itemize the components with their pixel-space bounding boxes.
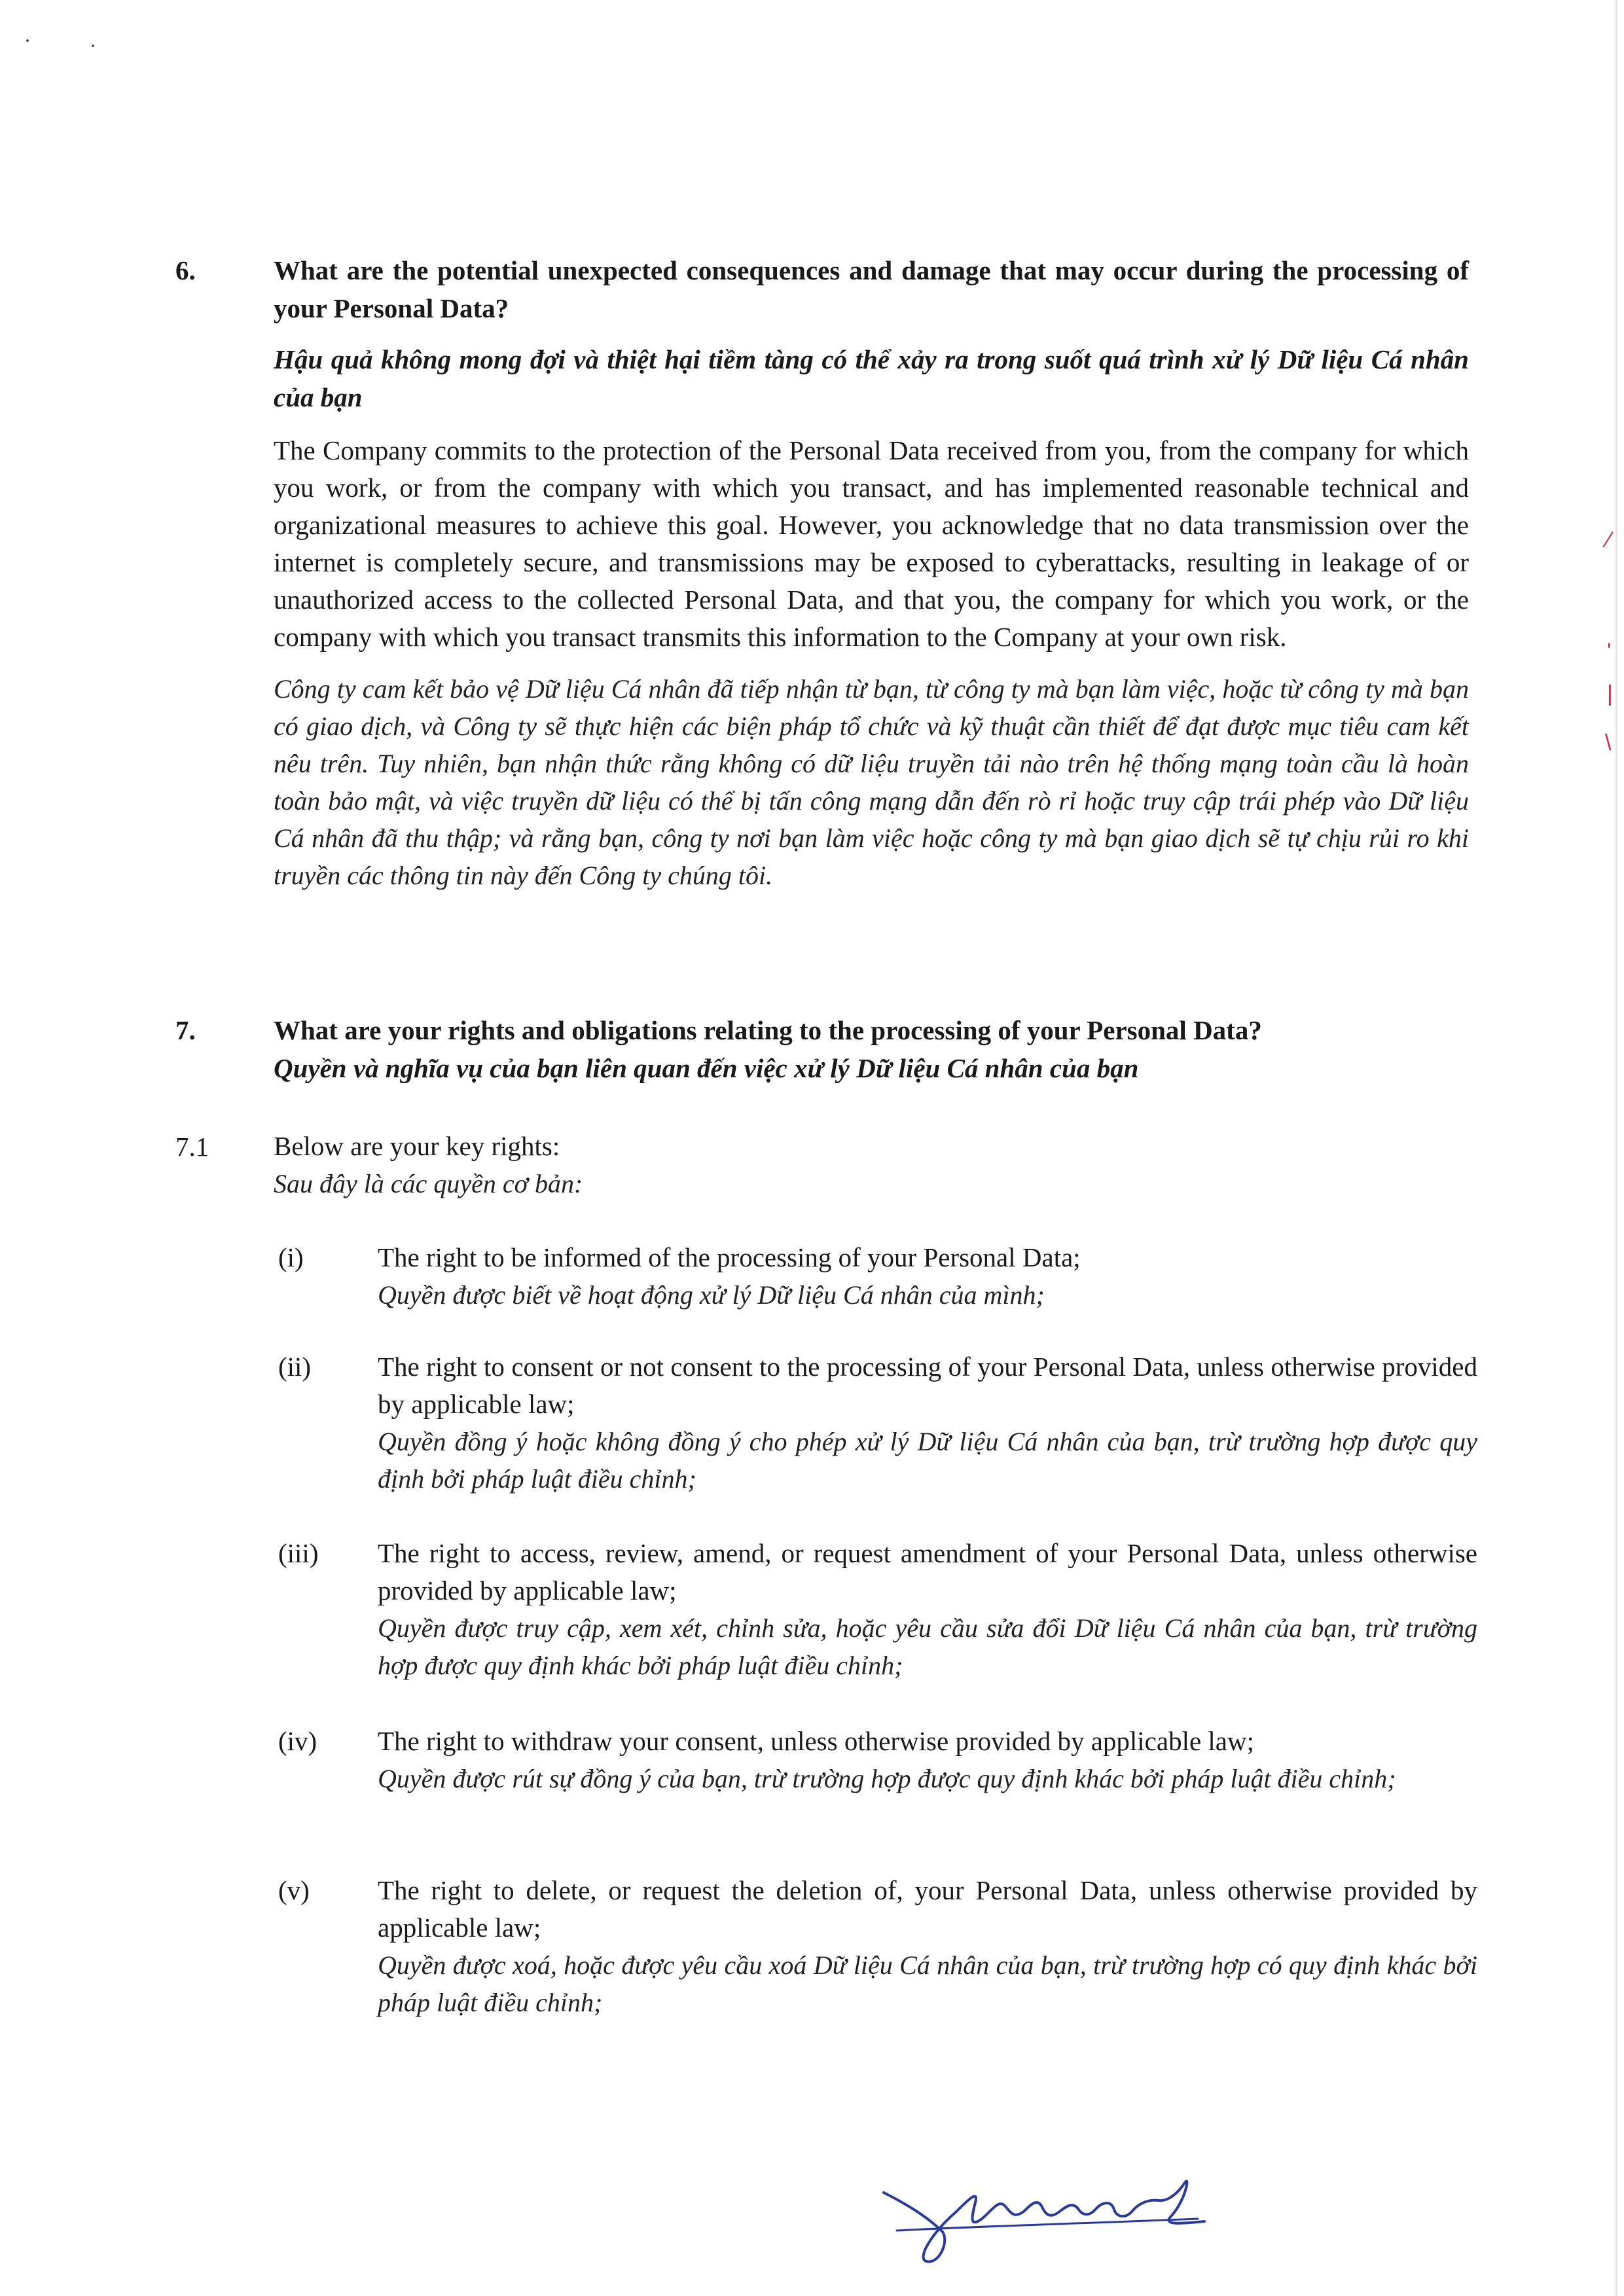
section-heading-en: What are your rights and obligations relating to the processing of your Personal Data?	[274, 1015, 1262, 1045]
list-item-text-en: The right to access, review, amend, or request amendment of your Personal Data, unless otherwise provided by applicable law;	[378, 1538, 1477, 1605]
list-item-number: (iii)	[278, 1538, 319, 1568]
list-item-text-en: The right to delete, or request the deletion of, your Personal Data, unless otherwise provided by applicable law;	[378, 1875, 1477, 1943]
section-heading-vi: Quyền và nghĩa vụ của bạn liên quan đến việc xử lý Dữ liệu Cá nhân của bạn	[274, 1053, 1139, 1083]
scan-edge-line	[1615, 0, 1617, 2296]
section-paragraph-vi: Công ty cam kết bảo vệ Dữ liệu Cá nhân đã tiếp nhận từ bạn, từ công ty mà bạn làm việc, hoặc từ công ty mà bạn có giao dịch, và Công ty sẽ thực hiện các biện pháp tổ chức và kỹ thuật cần thiết để đạt được mục tiêu cam kết nêu trên. Tuy nhiên, bạn nhận thức rằng không có dữ liệu truyền tải nào trên hệ thống mạng toàn cầu là hoàn toàn bảo mật, và việc truyền dữ liệu có thể bị tấn công mạng dẫn đến rò rỉ hoặc truy cập trái phép vào Dữ liệu Cá nhân đã thu thập; và rằng bạn, công ty nơi bạn làm việc hoặc công ty mà bạn giao dịch sẽ tự chịu rủi ro khi truyền các thông tin này đến Công ty chúng tôi.	[274, 674, 1469, 890]
subsection-intro-en: Below are your key rights:	[274, 1131, 560, 1161]
list-item	[378, 1872, 1477, 2021]
list-item	[378, 1535, 1477, 1684]
subsection-intro-vi: Sau đây là các quyền cơ bản:	[274, 1169, 583, 1198]
section-7	[274, 1011, 1469, 1087]
subsection-number: 7.1	[175, 1132, 209, 1162]
list-item-text-vi: Quyền đồng ý hoặc không đồng ý cho phép xử lý Dữ liệu Cá nhân của bạn, trừ trường hợp được quy định bởi pháp luật điều chỉnh;	[378, 1427, 1477, 1494]
list-item-number: (ii)	[278, 1352, 312, 1382]
list-item-text-vi: Quyền được biết về hoạt động xử lý Dữ liệu Cá nhân của mình;	[378, 1280, 1045, 1310]
margin-stamp-fragment: \	[1605, 730, 1612, 755]
section-heading-en: What are the potential unexpected consequences and damage that may occur during the processing of your Personal Data?	[274, 255, 1469, 323]
list-item-number: (iv)	[278, 1726, 317, 1756]
scan-speck	[92, 45, 94, 47]
margin-stamp-fragment: |	[1607, 681, 1613, 706]
handwritten-signature	[871, 2153, 1211, 2278]
section-number: 7.	[175, 1015, 196, 1045]
list-item-text-vi: Quyền được rút sự đồng ý của bạn, trừ trường hợp được quy định khác bởi pháp luật điều chỉnh;	[378, 1764, 1396, 1793]
list-item-number: (i)	[278, 1242, 304, 1272]
margin-stamp-fragment: ⁄	[1607, 528, 1611, 552]
list-item	[378, 1239, 1477, 1314]
list-item-text-en: The right to be informed of the processing of your Personal Data;	[378, 1242, 1081, 1272]
list-item	[378, 1723, 1477, 1797]
scan-speck	[26, 39, 29, 42]
subsection-7-1	[274, 1128, 1469, 1202]
margin-stamp-fragment: '	[1607, 639, 1612, 664]
list-item-number: (v)	[278, 1875, 310, 1905]
section-number: 6.	[175, 255, 196, 285]
list-item-text-en: The right to withdraw your consent, unless otherwise provided by applicable law;	[378, 1726, 1255, 1756]
list-item-text-vi: Quyền được truy cập, xem xét, chỉnh sửa, hoặc yêu cầu sửa đổi Dữ liệu Cá nhân của bạn, trừ trường hợp được quy định khác bởi pháp luật điều chỉnh;	[378, 1613, 1477, 1680]
list-item	[378, 1348, 1477, 1498]
section-heading-vi: Hậu quả không mong đợi và thiệt hại tiềm tàng có thể xảy ra trong suốt quá trình xử lý Dữ liệu Cá nhân của bạn	[274, 344, 1469, 412]
list-item-text-vi: Quyền được xoá, hoặc được yêu cầu xoá Dữ liệu Cá nhân của bạn, trừ trường hợp có quy định khác bởi pháp luật điều chỉnh;	[378, 1950, 1477, 2017]
section-6	[274, 251, 1469, 894]
section-paragraph-en: The Company commits to the protection of the Personal Data received from you, from the company for which you work, or from the company with which you transact, and has implemented reasonable technical and organizational measures to achieve this goal. However, you acknowledge that no data transmission over the internet is completely secure, and transmissions may be exposed to cyberattacks, resulting in leakage of or unauthorized access to the collected Personal Data, and that you, the company for which you work, or the company with which you transact transmits this information to the Company at your own risk.	[274, 435, 1469, 652]
list-item-text-en: The right to consent or not consent to the processing of your Personal Data, unless otherwise provided by applicable law;	[378, 1352, 1477, 1419]
